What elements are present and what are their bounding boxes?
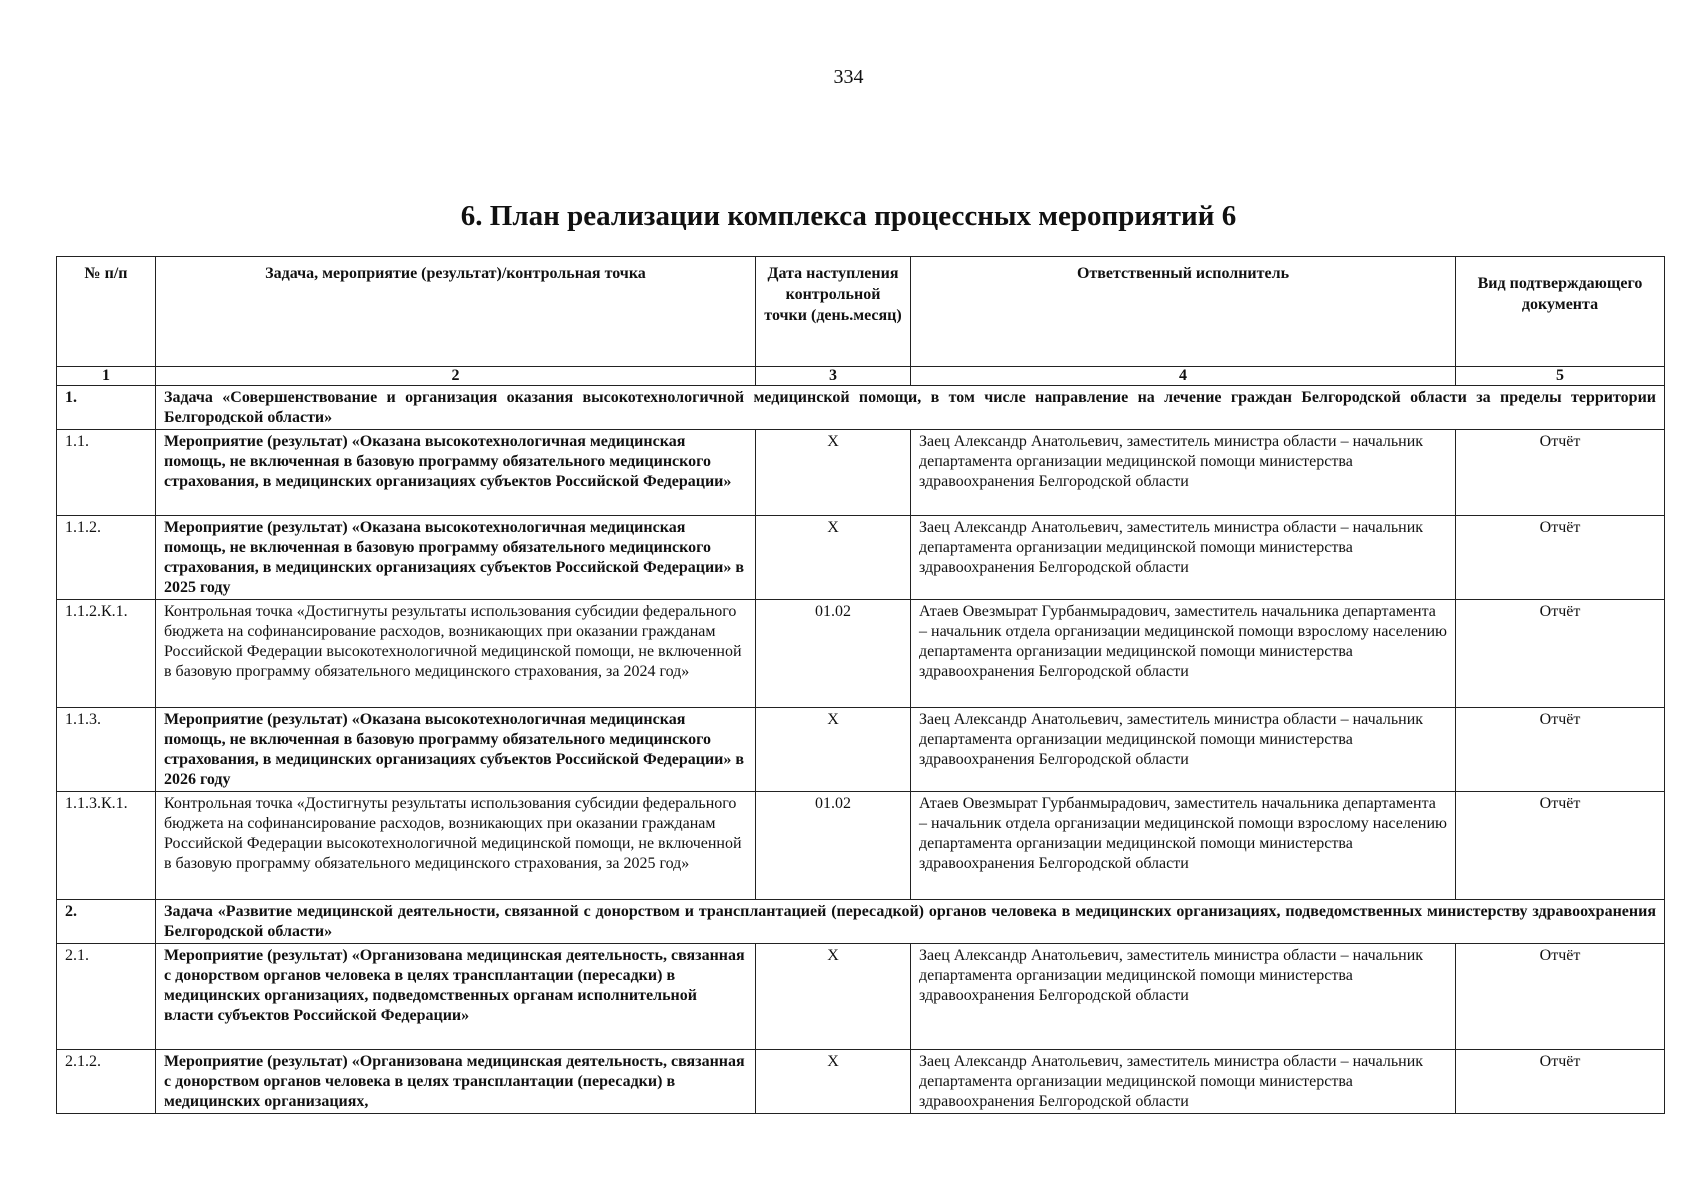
control-date: Х [756, 1050, 911, 1114]
activity-description: Мероприятие (результат) «Оказана высокотехнологичная медицинская помощь, не включенная в базовую программу обязательного медицинского страхования, в медицинских организациях субъектов Российской Федерации» [156, 430, 756, 516]
column-index: 5 [1456, 367, 1665, 386]
activity-description: Мероприятие (результат) «Организована медицинская деятельность, связанная с донорством органов человека в целях трансплантации (пересадки) в медицинских организациях, подведомственных органам исполнительной власти субъектов Российской Федерации» [156, 944, 756, 1050]
document-type: Отчёт [1456, 708, 1665, 792]
plan-table [56, 256, 1665, 1114]
row-number: 1.1.3.К.1. [57, 792, 156, 900]
row-number: 1.1.3. [57, 708, 156, 792]
task-row [57, 386, 1665, 430]
control-date: 01.02 [756, 792, 911, 900]
row-number: 1.1. [57, 430, 156, 516]
responsible-person: Атаев Овезмырат Гурбанмырадович, заместитель начальника департамента – начальник отдела организации медицинской помощи взрослому населению департамента организации медицинской помощи министерства здравоохранения Белгородской области [911, 792, 1456, 900]
header-date: Дата наступления контрольной точки (день.месяц) [756, 257, 911, 367]
responsible-person: Заец Александр Анатольевич, заместитель министра области – начальник департамента организации медицинской помощи министерства здравоохранения Белгородской области [911, 708, 1456, 792]
task-description: Задача «Развитие медицинской деятельности, связанной с донорством и трансплантацией (пересадкой) органов человека в медицинских организациях, подведомственных министерству здравоохранения Белгородской области» [156, 900, 1665, 944]
table-row [57, 600, 1665, 708]
header-responsible: Ответственный исполнитель [911, 257, 1456, 367]
row-number: 2.1. [57, 944, 156, 1050]
header-task: Задача, мероприятие (результат)/контрольная точка [156, 257, 756, 367]
control-date: Х [756, 944, 911, 1050]
row-number: 2. [57, 900, 156, 944]
document-type: Отчёт [1456, 430, 1665, 516]
table-header-row [57, 257, 1665, 367]
row-number: 1.1.2.К.1. [57, 600, 156, 708]
column-index: 1 [57, 367, 156, 386]
control-date: Х [756, 708, 911, 792]
row-number: 1. [57, 386, 156, 430]
document-type: Отчёт [1456, 516, 1665, 600]
row-number: 2.1.2. [57, 1050, 156, 1114]
responsible-person: Заец Александр Анатольевич, заместитель министра области – начальник департамента организации медицинской помощи министерства здравоохранения Белгородской области [911, 430, 1456, 516]
responsible-person: Атаев Овезмырат Гурбанмырадович, заместитель начальника департамента – начальник отдела организации медицинской помощи взрослому населению департамента организации медицинской помощи министерства здравоохранения Белгородской области [911, 600, 1456, 708]
table-row [57, 944, 1665, 1050]
table-row [57, 516, 1665, 600]
task-row [57, 900, 1665, 944]
table-row [57, 430, 1665, 516]
control-point-description: Контрольная точка «Достигнуты результаты использования субсидии федерального бюджета на софинансирование расходов, возникающих при оказании гражданам Российской Федерации высокотехнологичной медицинской помощи, не включенной в базовую программу обязательного медицинского страхования, за 2024 год» [156, 600, 756, 708]
page-number: 334 [833, 66, 864, 88]
page-title: 6. План реализации комплекса процессных мероприятий 6 [460, 200, 1237, 232]
task-description: Задача «Совершенствование и организация оказания высокотехнологичной медицинской помощи, в том числе направление на лечение граждан Белгородской области за пределы территории Белгородской области» [156, 386, 1665, 430]
column-index: 3 [756, 367, 911, 386]
document-type: Отчёт [1456, 600, 1665, 708]
column-index: 2 [156, 367, 756, 386]
control-point-description: Контрольная точка «Достигнуты результаты использования субсидии федерального бюджета на софинансирование расходов, возникающих при оказании гражданам Российской Федерации высокотехнологичной медицинской помощи, не включенной в базовую программу обязательного медицинского страхования, за 2025 год» [156, 792, 756, 900]
responsible-person: Заец Александр Анатольевич, заместитель министра области – начальник департамента организации медицинской помощи министерства здравоохранения Белгородской области [911, 516, 1456, 600]
responsible-person: Заец Александр Анатольевич, заместитель министра области – начальник департамента организации медицинской помощи министерства здравоохранения Белгородской области [911, 1050, 1456, 1114]
table-row [57, 708, 1665, 792]
activity-description: Мероприятие (результат) «Оказана высокотехнологичная медицинская помощь, не включенная в базовую программу обязательного медицинского страхования, в медицинских организациях субъектов Российской Федерации» в 2026 году [156, 708, 756, 792]
document-type: Отчёт [1456, 1050, 1665, 1114]
activity-description: Мероприятие (результат) «Оказана высокотехнологичная медицинская помощь, не включенная в базовую программу обязательного медицинского страхования, в медицинских организациях субъектов Российской Федерации» в 2025 году [156, 516, 756, 600]
row-number: 1.1.2. [57, 516, 156, 600]
header-doc: Вид подтверждающего документа [1456, 257, 1665, 367]
table-row [57, 792, 1665, 900]
responsible-person: Заец Александр Анатольевич, заместитель министра области – начальник департамента организации медицинской помощи министерства здравоохранения Белгородской области [911, 944, 1456, 1050]
activity-description: Мероприятие (результат) «Организована медицинская деятельность, связанная с донорством органов человека в целях трансплантации (пересадки) в медицинских организациях, [156, 1050, 756, 1114]
document-type: Отчёт [1456, 944, 1665, 1050]
control-date: Х [756, 516, 911, 600]
control-date: 01.02 [756, 600, 911, 708]
column-index: 4 [911, 367, 1456, 386]
control-date: Х [756, 430, 911, 516]
document-type: Отчёт [1456, 792, 1665, 900]
table-row [57, 1050, 1665, 1114]
column-index-row [57, 367, 1665, 386]
header-num: № п/п [57, 257, 156, 367]
